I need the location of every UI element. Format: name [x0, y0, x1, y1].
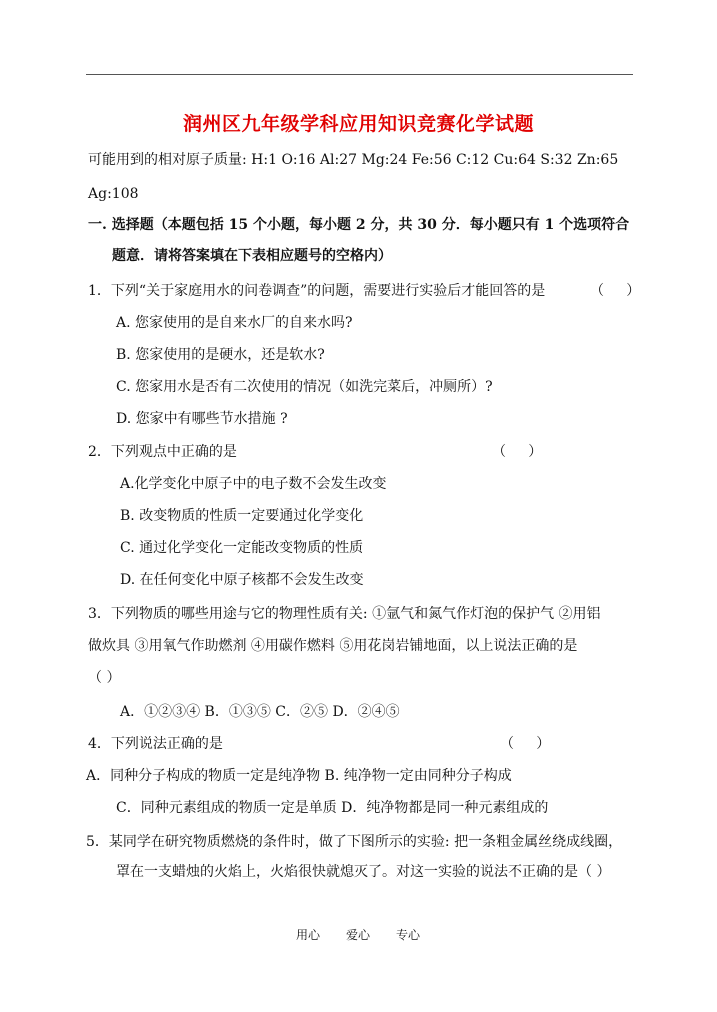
question-1-option-c: C. 您家用水是否有二次使用的情况（如洗完菜后，冲厕所）? [116, 379, 493, 395]
question-3-answer-paren: （ ） [88, 670, 121, 686]
footer-text-2: 爱心 [346, 928, 371, 942]
question-4-options-ab: A．同种分子构成的物质一定是纯净物 B. 纯净物一定由同种分子构成 [86, 768, 512, 784]
question-1-option-a: A. 您家使用的是自来水厂的自来水吗? [116, 315, 353, 331]
page-title: 润州区九年级学科应用知识竞赛化学试题 [182, 113, 534, 135]
question-5-stem-cont: 罩在一支蜡烛的火焰上，火焰很快就熄灭了。对这一实验的说法不正确的是（ ） [116, 864, 611, 880]
question-4-answer-paren: （ ） [500, 736, 551, 752]
question-5-stem: 5．某同学在研究物质燃烧的条件时，做了下图所示的实验: 把一条粗金属丝绕成线圈， [86, 834, 623, 850]
question-2-answer-paren: （ ） [492, 444, 543, 460]
question-3-stem-cont: 做炊具 ③用氧气作助燃剂 ④用碳作燃料 ⑤用花岗岩铺地面，以上说法正确的是 [88, 638, 578, 654]
section-heading-cont: 题意．请将答案填在下表相应题号的空格内） [112, 248, 392, 264]
question-2-stem: 2．下列观点中正确的是 [88, 444, 237, 460]
question-2-option-d: D. 在任何变化中原子核都不会发生改变 [120, 572, 364, 588]
question-1-option-b: B. 您家使用的是硬水，还是软水? [116, 347, 325, 363]
section-heading: 一. 选择题（本题包括 15 个小题，每小题 2 分，共 30 分．每小题只有 1 个选项符合 [88, 217, 630, 233]
header-rule [86, 74, 633, 75]
question-1-answer-paren: （ ） [590, 283, 641, 299]
question-2-option-a: A.化学变化中原子中的电子数不会发生改变 [120, 476, 387, 492]
question-2-option-c: C. 通过化学变化一定能改变物质的性质 [120, 540, 364, 556]
footer-text-1: 用心 [296, 928, 321, 942]
question-3-options: A．①②③④ B．①③⑤ C．②⑤ D．②④⑤ [120, 704, 400, 720]
question-2-option-b: B. 改变物质的性质一定要通过化学变化 [120, 508, 364, 524]
footer-text-3: 专心 [396, 928, 421, 942]
question-3-stem: 3．下列物质的哪些用途与它的物理性质有关: ①氩气和氮气作灯泡的保护气 ②用铝 [88, 606, 601, 622]
question-1-option-d: D. 您家中有哪些节水措施 ? [116, 411, 288, 427]
atomic-mass-line-cont: Ag:108 [88, 186, 139, 202]
question-4-stem: 4．下列说法正确的是 [88, 736, 223, 752]
atomic-mass-line: 可能用到的相对原子质量: H:1 O:16 Al:27 Mg:24 Fe:56 C:12 Cu:64 S:32 Zn:65 [88, 152, 619, 168]
question-4-options-cd: C．同种元素组成的物质一定是单质 D．纯净物都是同一种元素组成的 [116, 800, 549, 816]
question-1-stem: 1．下列“关于家庭用水的问卷调查”的问题，需要进行实验后才能回答的是 [88, 283, 546, 299]
